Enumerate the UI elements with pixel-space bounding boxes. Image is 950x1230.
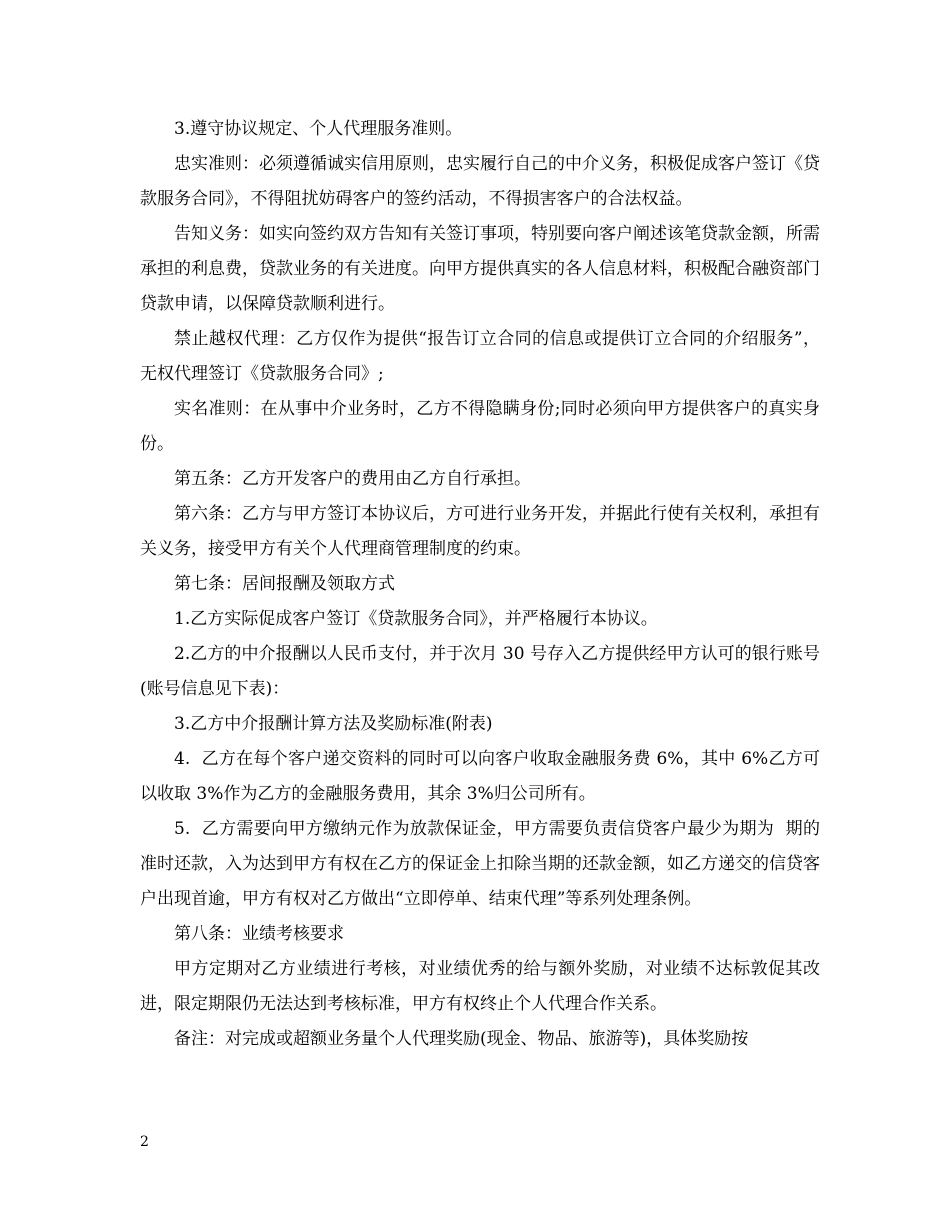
paragraph-clause-3: 3.遵守协议规定、个人代理服务准则。: [174, 119, 463, 139]
paragraph-remark: 备注：对完成或超额业务量个人代理奖励(现金、物品、旅游等)，具体奖励按: [174, 1029, 749, 1049]
paragraph-disclosure: 告知义务：如实向签约双方告知有关签订事项，特别要向客户阐述该笔贷款金额，所需承担的利息费，贷款业务的有关进度。向甲方提供真实的各人信息材料，积极配合融资部门贷款申请，以保障贷款顺利进行。: [140, 224, 820, 314]
paragraph-article-7-item-2: 2.乙方的中介报酬以人民币支付，并于次月 30 号存入乙方提供经甲方认可的银行账号(账号信息见下表)：: [140, 644, 820, 699]
paragraph-article-8-body: 甲方定期对乙方业绩进行考核，对业绩优秀的给与额外奖励，对业绩不达标敦促其改进，限定期限仍无法达到考核标准，甲方有权终止个人代理合作关系。: [140, 959, 820, 1014]
paragraph-no-overreach: 禁止越权代理：乙方仅作为提供“报告订立合同的信息或提供订立合同的介绍服务”，无权代理签订《贷款服务合同》;: [140, 329, 820, 384]
document-body: [140, 112, 820, 1057]
paragraph-article-7-item-4: 4. 乙方在每个客户递交资料的同时可以向客户收取金融服务费 6%，其中 6%乙方可以收取 3%作为乙方的金融服务费用，其余 3%归公司所有。: [140, 749, 820, 804]
paragraph-real-name: 实名准则：在从事中介业务时，乙方不得隐瞒身份;同时必须向甲方提供客户的真实身份。: [140, 399, 820, 454]
paragraph-article-7-item-3: 3.乙方中介报酬计算方法及奖励标准(附表): [174, 714, 493, 734]
paragraph-faithfulness: 忠实准则：必须遵循诚实信用原则，忠实履行自己的中介义务，积极促成客户签订《贷款服务合同》，不得阻扰妨碍客户的签约活动，不得损害客户的合法权益。: [140, 154, 820, 209]
paragraph-article-8-title: 第八条：业绩考核要求: [174, 924, 344, 944]
page-number: 2: [140, 1134, 149, 1150]
paragraph-article-7-item-1: 1.乙方实际促成客户签订《贷款服务合同》，并严格履行本协议。: [174, 609, 658, 629]
paragraph-article-5: 第五条：乙方开发客户的费用由乙方自行承担。: [174, 469, 531, 489]
paragraph-article-6: 第六条：乙方与甲方签订本协议后，方可进行业务开发，并据此行使有关权利，承担有关义务，接受甲方有关个人代理商管理制度的约束。: [140, 504, 820, 559]
paragraph-article-7-item-5: 5. 乙方需要向甲方缴纳元作为放款保证金，甲方需要负责信贷客户最少为期为 期的准时还款，入为达到甲方有权在乙方的保证金上扣除当期的还款金额，如乙方递交的信贷客户出现首逾，甲方有权对乙方做出“立即停单、结束代理”等系列处理条例。: [140, 819, 820, 909]
paragraph-article-7-title: 第七条：居间报酬及领取方式: [174, 574, 395, 594]
